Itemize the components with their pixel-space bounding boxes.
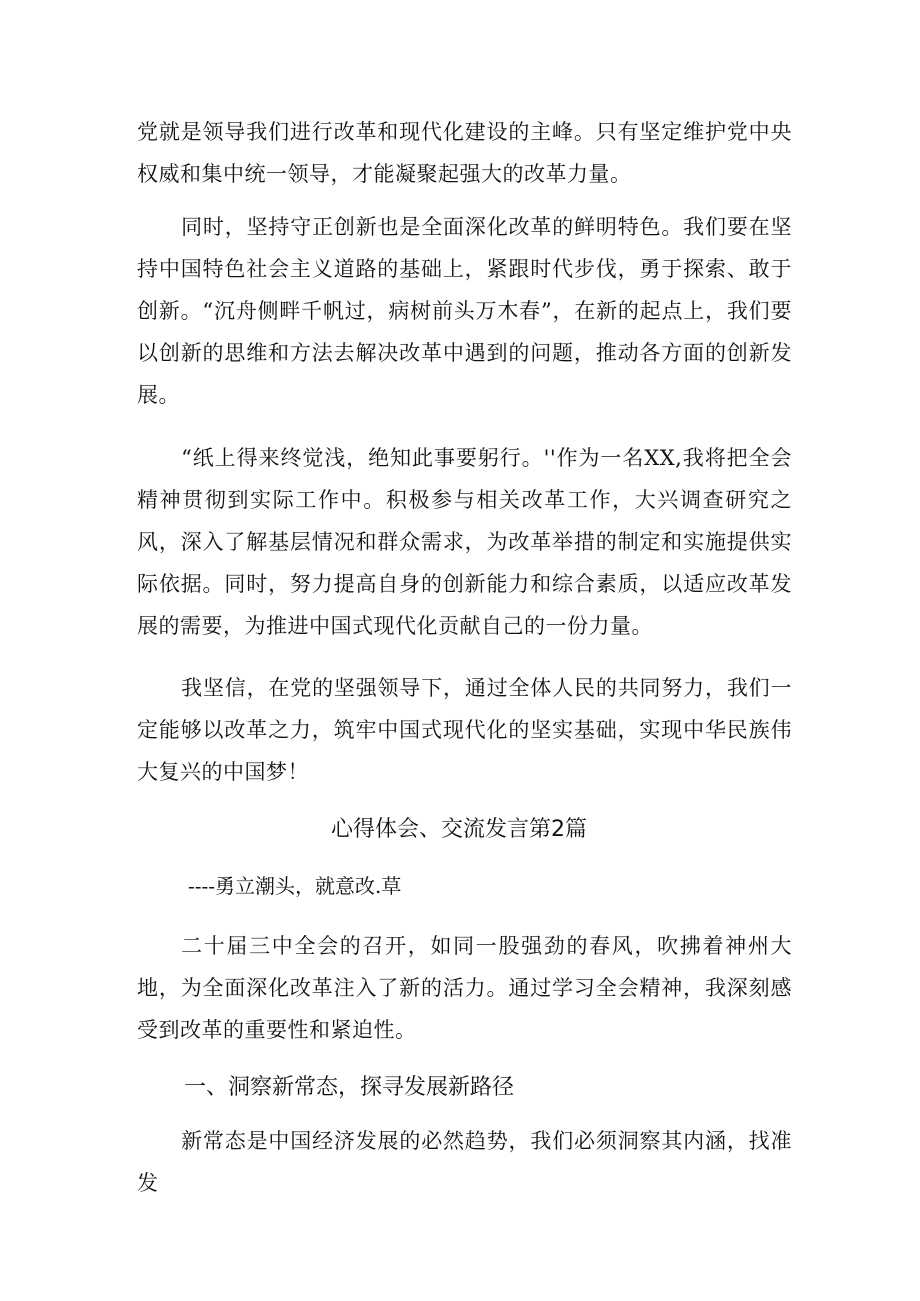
article-title: 心得体会、交流发言第2篇	[331, 817, 587, 842]
paragraph-new-normal: 新常态是中国经济发展的必然趋势，我们必须洞察其内涵，找准发	[137, 1129, 792, 1195]
paragraph-intro: 二十届三中全会的召开，如同一股强劲的春风，吹拂着神州大地，为全面深化改革注入了新的活力。通过学习全会精神，我深刻感受到改革的重要性和紧迫性。	[137, 934, 792, 1042]
paragraph-party-leadership: 党就是领导我们进行改革和现代化建设的主峰。只有坚定维护党中央权威和集中统一领导，才能凝聚起强大的改革力量。	[137, 120, 792, 186]
section-heading: 一、洞察新常态，探寻发展新路径	[184, 1075, 515, 1100]
article-subtitle: ----勇立潮头，就意改.草	[188, 874, 402, 898]
paragraph-innovation: 同时，坚持守正创新也是全面深化改革的鲜明特色。我们要在坚持中国特色社会主义道路的基础上，紧跟时代步伐，勇于探索、敢于创新。“沉舟侧畔千帆过，病树前头万木春”，在新的起点上，我们要以创新的思维和方法去解决改革中遇到的问题，推动各方面的创新发展。	[137, 215, 792, 407]
paragraph-practice: “纸上得来终觉浅，绝知此事要躬行。''作为一名XX,我将把全会精神贯彻到实际工作中。积极参与相关改革工作，大兴调查研究之风，深入了解基层情况和群众需求，为改革举措的制定和实施提供实际依据。同时，努力提高自身的创新能力和综合素质，以适应改革发展的需要，为推进中国式现代化贡献自己的一份力量。	[137, 446, 792, 638]
paragraph-conviction: 我坚信，在党的坚强领导下，通过全体人民的共同努力，我们一定能够以改革之力，筑牢中国式现代化的坚实基础，实现中华民族伟大复兴的中国梦！	[137, 676, 792, 784]
